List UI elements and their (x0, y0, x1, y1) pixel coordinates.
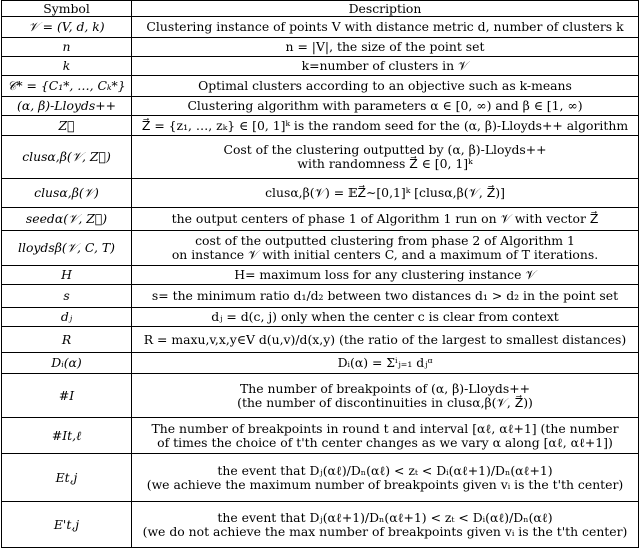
notation-table (1, 0, 639, 548)
table-row (2, 285, 639, 308)
table-row (2, 231, 639, 266)
symbol-cell: dⱼ (2, 308, 132, 327)
header-symbol: Symbol (2, 1, 132, 17)
symbol-cell: clusα,β(𝒱) (2, 179, 132, 208)
symbol-cell: Z⃗ (2, 116, 132, 136)
symbol-cell: lloydsβ(𝒱, C, T) (2, 231, 132, 266)
table-row (2, 327, 639, 353)
description-line: of times the choice of t'th center changes as we vary α along [αℓ, αℓ+1]) (157, 434, 613, 450)
table-row (2, 57, 639, 76)
description-line: the output centers of phase 1 of Algorithm 1 run on 𝒱 with vector Z⃗ (171, 211, 599, 227)
symbol-cell: seedα(𝒱, Z⃗) (2, 208, 132, 231)
symbol-cell: 𝒞* = {C₁*, …, Cₖ*} (2, 76, 132, 97)
symbol-cell: Dᵢ(α) (2, 353, 132, 374)
symbol-cell: 𝒱 = (V, d, k) (2, 17, 132, 38)
description-line: k=number of clusters in 𝒱 (301, 58, 469, 74)
description-cell (132, 327, 639, 353)
description-line: The number of breakpoints of (α, β)-Lloyds++ (240, 380, 530, 396)
description-cell (132, 76, 639, 97)
description-line: Clustering algorithm with parameters α ∈ [0, ∞) and β ∈ [1, ∞) (187, 98, 583, 114)
description-cell (132, 57, 639, 76)
symbol-cell: H (2, 266, 132, 285)
table-row (2, 353, 639, 374)
description-line: Clustering instance of points V with distance metric d, number of clusters k (146, 19, 624, 35)
symbol-cell: (α, β)-Lloyds++ (2, 97, 132, 116)
description-cell (132, 502, 639, 548)
symbol-cell: E't,j (2, 502, 132, 548)
description-line: Z⃗ = {z₁, …, zₖ} ∈ [0, 1]ᵏ is the random seed for the (α, β)-Lloyds++ algorithm (141, 117, 629, 133)
table-row (2, 179, 639, 208)
symbol-cell: k (2, 57, 132, 76)
description-line: R = maxu,v,x,y∈V d(u,v)/d(x,y) (the ratio of the largest to smallest distances) (143, 331, 627, 347)
description-cell (132, 266, 639, 285)
table-row (2, 454, 639, 502)
description-cell (132, 136, 639, 179)
symbol-cell: s (2, 285, 132, 308)
table-row (2, 76, 639, 97)
description-cell (132, 38, 639, 57)
table-row (2, 38, 639, 57)
description-line: Cost of the clustering outputted by (α, β)-Lloyds++ (223, 142, 547, 158)
table-row (2, 266, 639, 285)
table-row (2, 17, 639, 38)
table-row (2, 116, 639, 136)
table-row (2, 502, 639, 548)
description-cell (132, 285, 639, 308)
symbol-cell: #I (2, 374, 132, 418)
description-line: (we do not achieve the max number of breakpoints given vᵢ is the t'th center) (142, 523, 628, 539)
table-row (2, 208, 639, 231)
table-row (2, 136, 639, 179)
table-row (2, 418, 639, 454)
description-cell (132, 374, 639, 418)
description-cell (132, 231, 639, 266)
header-description: Description (132, 1, 639, 17)
symbol-cell: clusα,β(𝒱, Z⃗) (2, 136, 132, 179)
table-row (2, 97, 639, 116)
description-cell (132, 308, 639, 327)
description-cell (132, 116, 639, 136)
description-line: The number of breakpoints in round t and interval [αℓ, αℓ+1] (the number (151, 420, 619, 436)
description-cell (132, 179, 639, 208)
description-line: s= the minimum ratio d₁/d₂ between two distances d₁ > d₂ in the point set (151, 288, 619, 304)
description-line: H= maximum loss for any clustering instance 𝒱 (234, 267, 536, 283)
description-line: clusα,β(𝒱) = 𝔼Z⃗∼[0,1]ᵏ [clusα,β(𝒱, Z⃗)] (265, 185, 505, 201)
description-line: on instance 𝒱 with initial centers C, and a maximum of T iterations. (171, 247, 599, 262)
table-body (2, 17, 639, 548)
description-cell (132, 97, 639, 116)
description-line: n = |V|, the size of the point set (285, 39, 485, 55)
description-cell (132, 454, 639, 502)
description-cell (132, 418, 639, 454)
table-row (2, 374, 639, 418)
symbol-cell: #It,ℓ (2, 418, 132, 454)
description-line: with randomness Z⃗ ∈ [0, 1]ᵏ (297, 156, 473, 171)
description-cell (132, 208, 639, 231)
description-line: the event that Dⱼ(αℓ+1)/Dₙ(αℓ+1) < zₜ < Dᵢ(αℓ)/Dₙ(αℓ) (217, 509, 553, 525)
description-line: dⱼ = d(c, j) only when the center c is clear from context (211, 309, 559, 325)
symbol-cell: R (2, 327, 132, 353)
description-line: (we achieve the maximum number of breakpoints given vᵢ is the t'th center) (146, 476, 624, 492)
description-line: Dᵢ(α) = Σⁱⱼ₌₁ dⱼᵅ (337, 355, 433, 371)
description-line: the event that Dⱼ(αℓ)/Dₙ(αℓ) < zₜ < Dᵢ(αℓ+1)/Dₙ(αℓ+1) (217, 462, 553, 478)
description-line: cost of the outputted clustering from phase 2 of Algorithm 1 (195, 233, 575, 249)
description-line: Optimal clusters according to an objective such as k-means (198, 78, 572, 94)
description-cell (132, 353, 639, 374)
description-cell (132, 17, 639, 38)
symbol-cell: Et,j (2, 454, 132, 502)
symbol-cell: n (2, 38, 132, 57)
description-line: (the number of discontinuities in clusα,β(𝒱, Z⃗)) (237, 394, 533, 410)
table-header-row (2, 1, 639, 17)
table-row (2, 308, 639, 327)
